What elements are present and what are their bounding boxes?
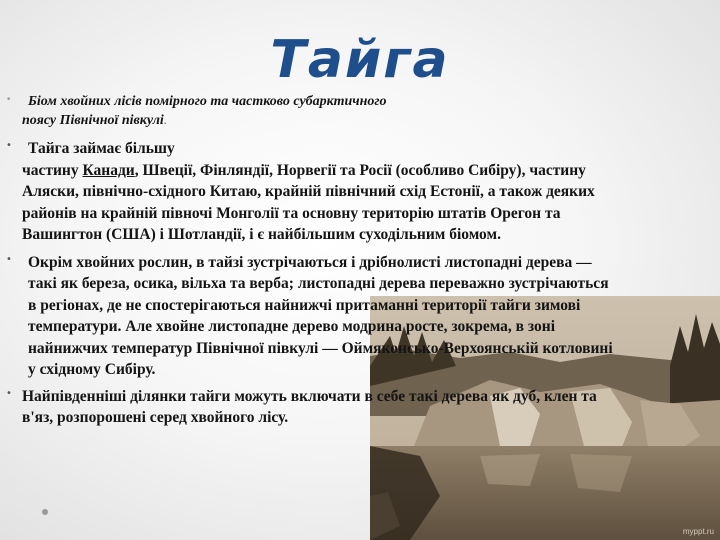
bullet-dot-icon: • xyxy=(6,140,12,151)
bullet-text xyxy=(22,92,618,130)
bullet-item xyxy=(6,386,618,429)
bullet-text-pre-link: частину xyxy=(22,161,83,179)
photo-watermark: myppt.ru xyxy=(682,527,714,536)
bullet-item xyxy=(6,92,618,130)
bullet-dot-icon: • xyxy=(6,387,12,399)
slide-title: Тайга xyxy=(270,30,450,90)
bullet-item xyxy=(6,252,618,381)
bullet-item xyxy=(6,138,618,246)
bullet-text: Найпівденніші ділянки тайги можуть включати в себе такі дерева як дуб, клен та в'яз, розпорошені серед хвойного лісу. xyxy=(22,387,597,426)
bullet-trailing: . xyxy=(163,113,168,128)
empty-bullet-dot-icon xyxy=(42,509,48,515)
bullet-text-line: Біом хвойних лісів помірного та частково субарктичного xyxy=(28,94,387,109)
bullet-text-line: Тайга займає більшу xyxy=(28,140,175,157)
bullet-dot-icon: • xyxy=(6,95,12,105)
bullet-text-rest: , Швеції, Фінляндії, Норвегії та Росії (особливо Сибіру), частину Аляски, північно-східного Китаю, крайній північний схід Естонії, а також деяких районів на крайній півночі Монголії та основну територію штатів Орегон та Вашингтон (США) і Шотландії, і є найбільшим суходільним біомом. xyxy=(22,161,595,243)
bullet-text-line: поясу Північної півкулі xyxy=(22,113,164,128)
bullet-text: Окрім хвойних рослин, в тайзі зустрічаються і дрібнолисті листопадні дерева — такі як береза, осика, вільха та верба; листопадні дерева переважно зустрічаються в регіонах, де не спостерігаються найнижчі притаманні території тайги зимові температури. Але хвойне листопадне дерево модрина росте, зокрема, в зоні найнижчих температур Північної півкулі — Оймяконсько-Верхоянській котловині у східному Сибіру. xyxy=(28,253,613,378)
bullet-dot-icon: • xyxy=(6,253,12,265)
bullet-list xyxy=(6,92,618,429)
canada-link[interactable]: Канади xyxy=(82,161,135,179)
bullet-text xyxy=(22,138,618,246)
